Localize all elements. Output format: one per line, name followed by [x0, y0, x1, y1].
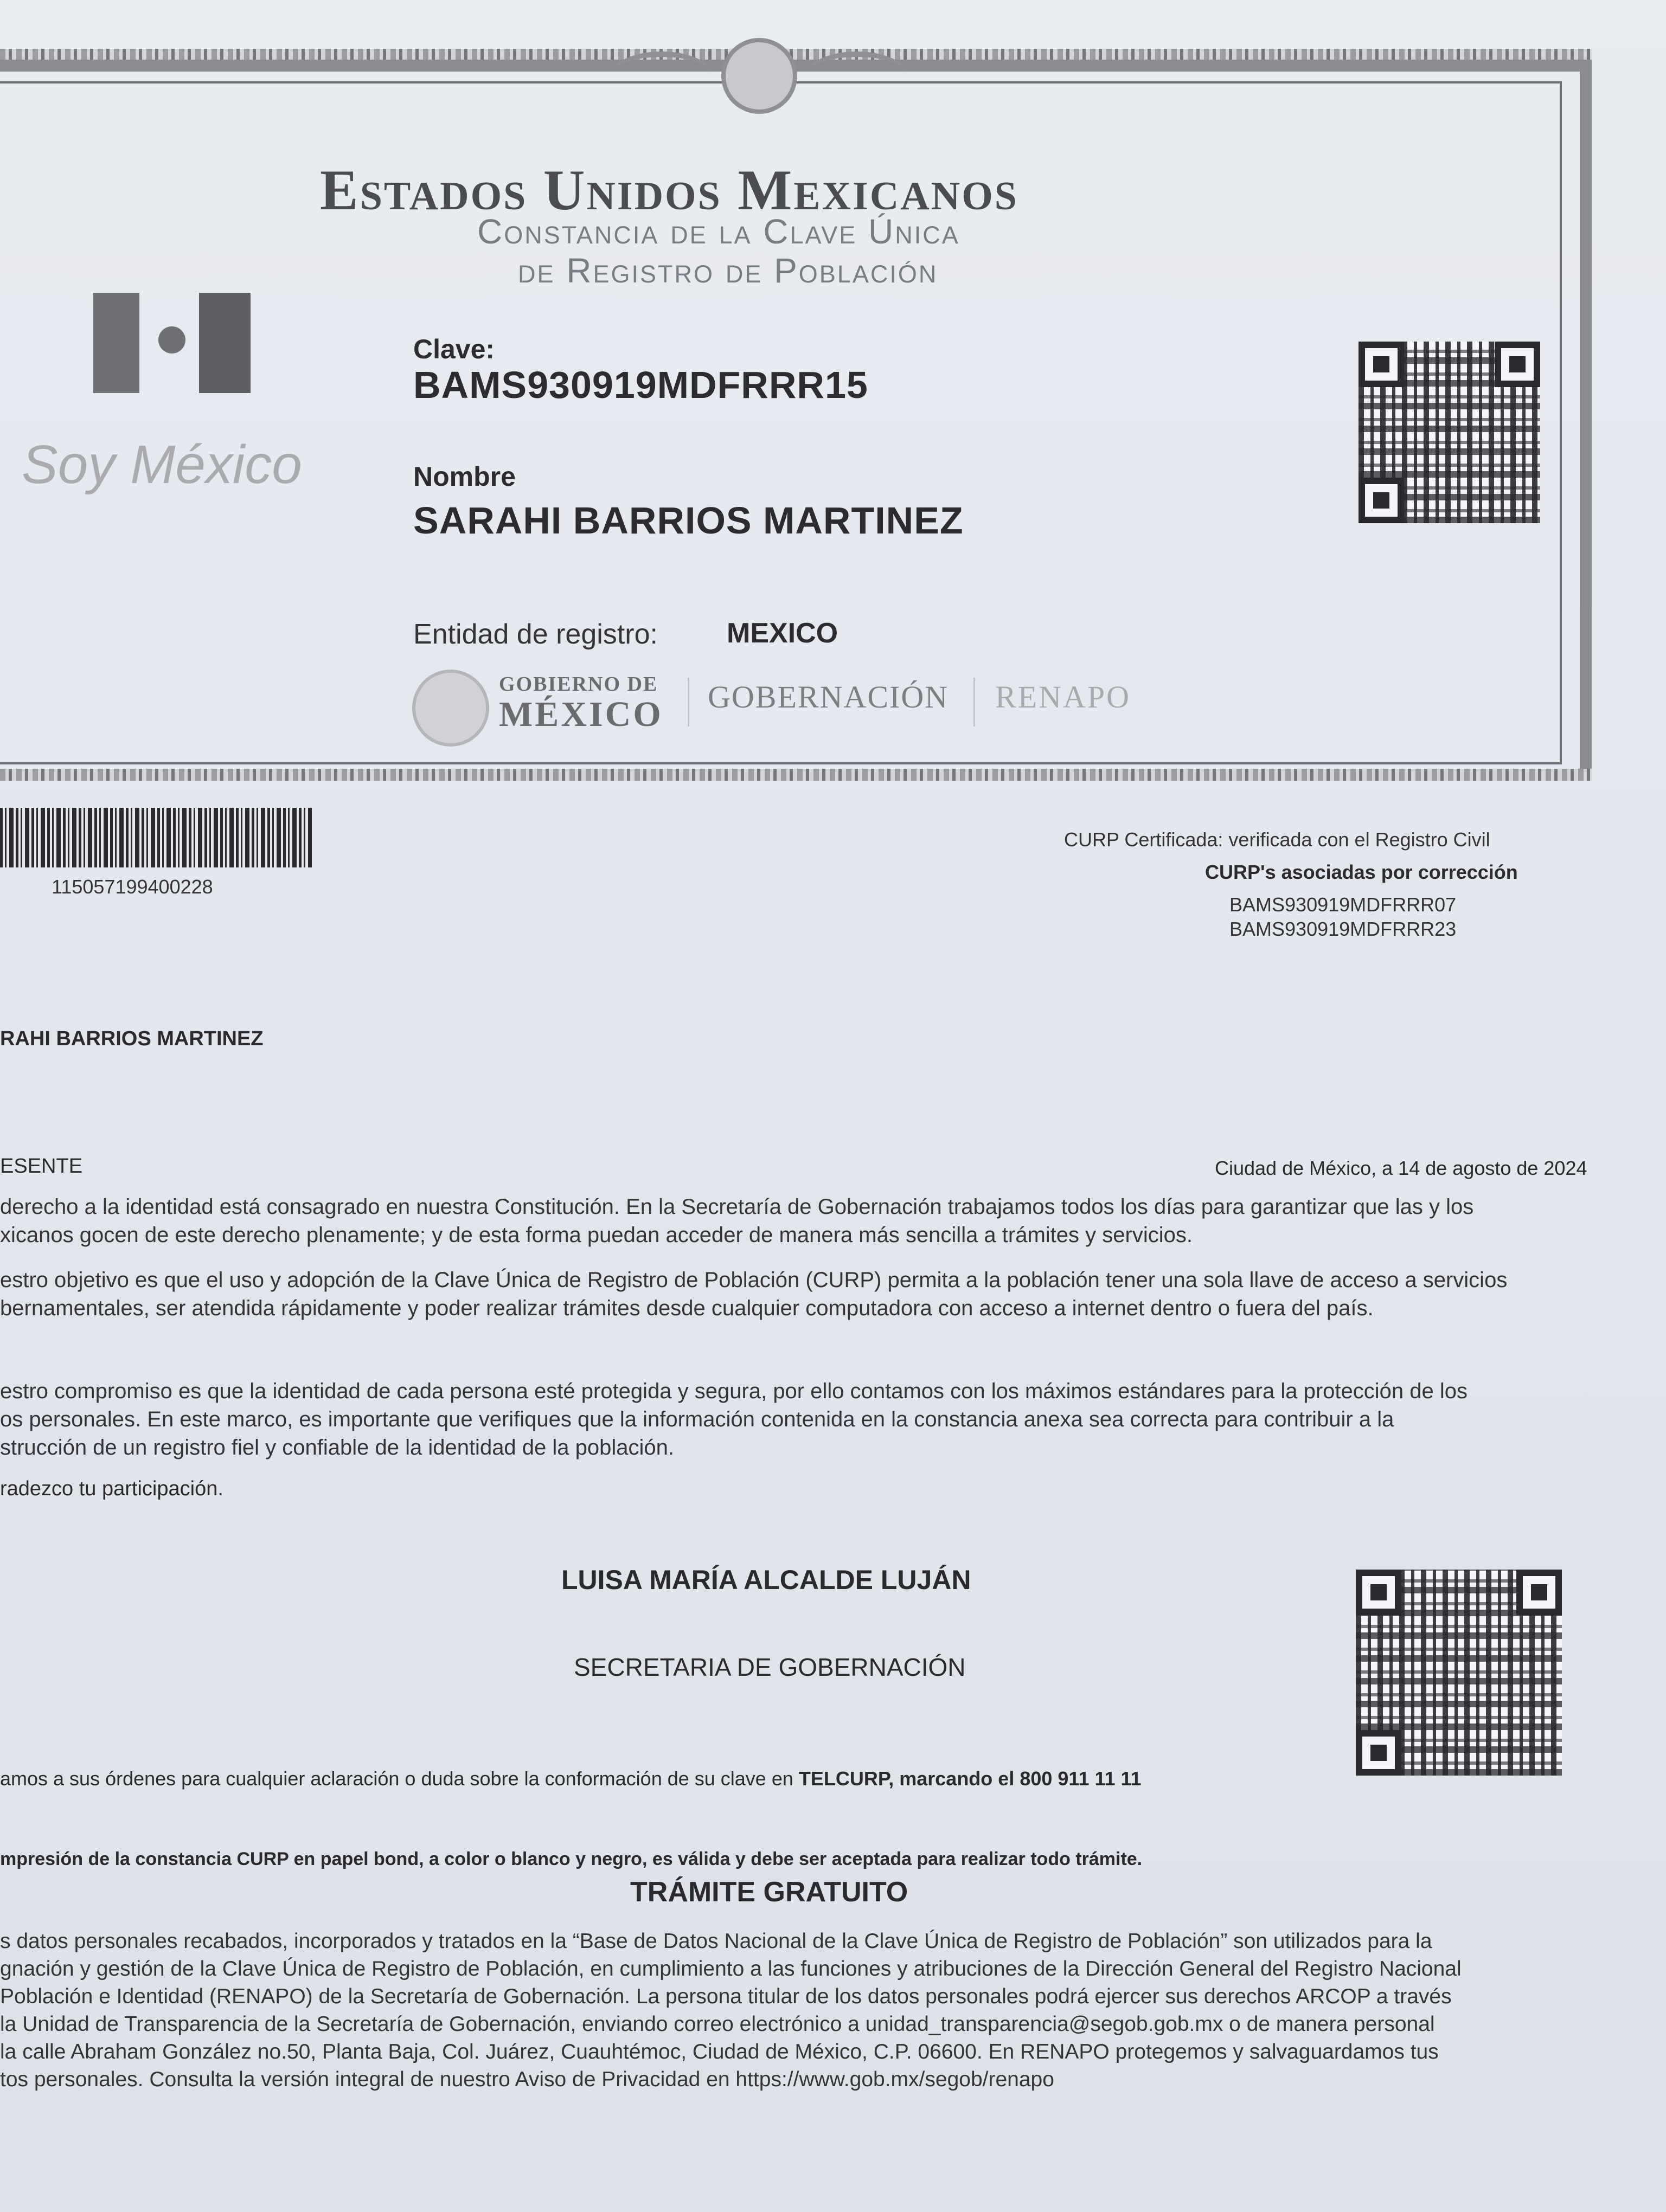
- privacy-notice: [0, 1927, 1462, 2093]
- signer-name: LUISA MARÍA ALCALDE LUJÁN: [561, 1565, 971, 1595]
- free-procedure-heading: TRÁMITE GRATUITO: [630, 1876, 908, 1908]
- bottom-ornament-band: [0, 769, 1592, 781]
- paragraph-line: Población e Identidad (RENAPO) de la Secretaría de Gobernación. La persona titular de los datos personales podrá ejercer sus derechos ARCOP a través: [0, 1985, 1452, 2008]
- crest-ornament-right: [808, 52, 906, 95]
- paragraph-identity: [0, 1193, 1473, 1249]
- barcode: [0, 808, 312, 867]
- paragraph-objective: [0, 1266, 1507, 1322]
- paragraph-line: estro compromiso es que la identidad de cada persona esté protegida y segura, por ello contamos con los máximos estándares para la protección de los: [0, 1379, 1468, 1403]
- logo-divider: [688, 678, 689, 726]
- associated-curp: BAMS930919MDFRRR07: [1229, 893, 1457, 916]
- associated-curps-label: CURP's asociadas por corrección: [1205, 861, 1518, 883]
- paragraph-line: derecho a la identidad está consagrado en nuestra Constitución. En la Secretaría de Gobernación trabajamos todos los días para garantizar que las y los: [0, 1195, 1474, 1219]
- paragraph-line: la Unidad de Transparencia de la Secretaría de Gobernación, enviando correo electrónico a unidad_transparencia@segob.gob.mx o de manera personal: [0, 2012, 1435, 2036]
- telcurp-number: TELCURP, marcando el 800 911 11 11: [798, 1767, 1142, 1790]
- paragraph-line: strucción de un registro fiel y confiable de la identidad de la población.: [0, 1436, 675, 1459]
- paragraph-line: os personales. En este marco, es importante que verifiques que la información contenida en la constancia anexa sea correcta para contribuir a la: [0, 1407, 1394, 1431]
- validity-notice: mpresión de la constancia CURP en papel bond, a color o blanco y negro, es válida y debe ser aceptada para realizar todo trámite.: [0, 1849, 1143, 1869]
- telcurp-prefix: amos a sus órdenes para cualquier aclaración o duda sobre la conformación de su clave en: [0, 1767, 799, 1790]
- logo-divider: [973, 678, 975, 726]
- paragraph-line: xicanos gocen de este derecho plenamente; y de esta forma puedan acceder de manera más sencilla a trámites y servicios.: [0, 1223, 1193, 1247]
- mexico-label: MÉXICO: [499, 695, 663, 734]
- certificate-subtitle-line1: Constancia de la Clave Única: [477, 212, 960, 251]
- renapo-logo-text: RENAPO: [995, 679, 1131, 715]
- certificate-qr-code: [1359, 342, 1540, 523]
- curp-certified-status: CURP Certificada: verificada con el Registro Civil: [1064, 828, 1490, 851]
- paragraph-commitment: [0, 1377, 1468, 1462]
- gobernacion-logo-text: GOBERNACIÓN: [708, 679, 949, 715]
- mexican-flag-logo: [93, 293, 251, 393]
- paragraph-line: gnación y gestión de la Clave Única de Registro de Población, en cumplimiento a las funciones y atribuciones de la Dirección General del Registro Nacional: [0, 1957, 1462, 1980]
- paragraph-line: estro objetivo es que el uso y adopción de la Clave Única de Registro de Población (CURP) permita a la población tener una sola llave de acceso a servicios: [0, 1268, 1508, 1292]
- paragraph-line: tos personales. Consulta la versión integral de nuestro Aviso de Privacidad en https://www.gob.mx/segob/renapo: [0, 2068, 1054, 2091]
- thanks-line: radezco tu participación.: [0, 1477, 223, 1500]
- certificate-subtitle-line2: de Registro de Población: [518, 251, 938, 290]
- certificate-title: Estados Unidos Mexicanos: [320, 158, 1018, 222]
- gobierno-de-label: GOBIERNO DE: [499, 673, 658, 696]
- signer-title: SECRETARIA DE GOBERNACIÓN: [574, 1653, 966, 1681]
- associated-curp: BAMS930919MDFRRR23: [1229, 918, 1457, 940]
- clave-value: BAMS930919MDFRRR15: [413, 364, 868, 406]
- soy-mexico-logo-text: Soy México: [22, 434, 302, 495]
- clave-label: Clave:: [413, 334, 495, 364]
- paragraph-line: s datos personales recabados, incorporados y tratados en la “Base de Datos Nacional de la Clave Única de Registro de Población” son utilizados para la: [0, 1930, 1432, 1953]
- nombre-label: Nombre: [413, 461, 516, 492]
- top-ornament-band: [0, 49, 1592, 61]
- entidad-value: MEXICO: [727, 618, 838, 649]
- nombre-value: SARAHI BARRIOS MARTINEZ: [413, 499, 964, 542]
- letter-date: Ciudad de México, a 14 de agosto de 2024: [1215, 1157, 1587, 1179]
- entidad-label: Entidad de registro:: [413, 619, 658, 650]
- telcurp-line: [0, 1767, 1142, 1790]
- paragraph-line: bernamentales, ser atendida rápidamente y poder realizar trámites desde cualquier computadora con acceso a internet dentro o fuera del país.: [0, 1296, 1374, 1320]
- barcode-number: 115057199400228: [52, 876, 213, 898]
- presente-label: ESENTE: [0, 1155, 83, 1178]
- signature-qr-code: [1356, 1570, 1562, 1776]
- paragraph-line: la calle Abraham González no.50, Planta Baja, Col. Juárez, Cuauhtémoc, Ciudad de México, C.P. 06600. En RENAPO protegemos y salvaguardamos tus: [0, 2040, 1439, 2063]
- crest-ornament-left: [613, 52, 710, 95]
- national-coat-of-arms-seal: [721, 38, 797, 114]
- recipient-name: RAHI BARRIOS MARTINEZ: [0, 1027, 264, 1050]
- gobierno-emblem-icon: [412, 670, 489, 747]
